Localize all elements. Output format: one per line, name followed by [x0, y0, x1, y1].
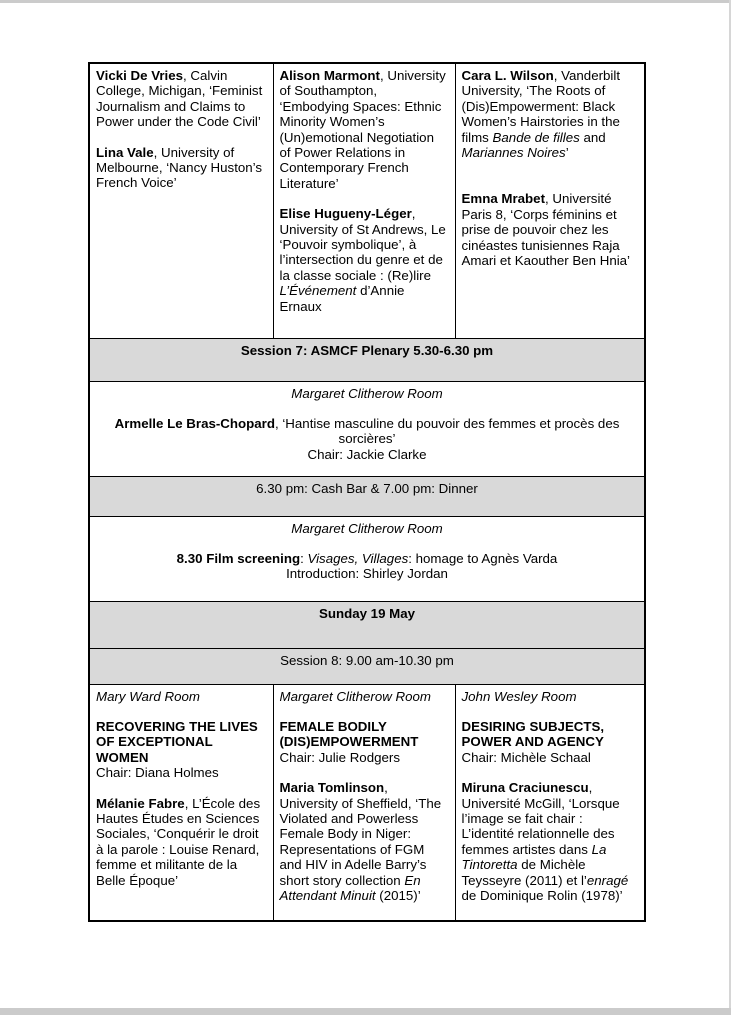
panel-cell-col3	[455, 684, 645, 921]
room-label: Margaret Clitherow Room	[279, 688, 431, 704]
spacer	[96, 781, 267, 796]
panel-cell-col2	[273, 684, 455, 921]
session7-header-row	[89, 338, 645, 381]
spacer	[96, 401, 638, 416]
paper-entry: Cara L. Wilson, Vanderbilt University, ‘The Roots of (Dis)Empowerment: Black Women’s Hairstories in the films Bande de filles and Mariannes Noires’	[461, 68, 621, 161]
spacer	[96, 704, 267, 719]
spacer	[280, 765, 449, 780]
paper-entry: Mélanie Fabre, L’École des Hautes Études en Sciences Sociales, ‘Conquérir le droit à la parole : Louise Renard, femme et militante de la Belle Époque’	[96, 795, 261, 888]
session8-title: Session 8: 9.00 am-10.30 pm	[280, 652, 454, 668]
evening-cell	[89, 476, 645, 516]
saturday-papers-row	[89, 63, 645, 338]
paper-entry: Emna Mrabet, Université Paris 8, ‘Corps féminins et prise de pouvoir chez les cinéastes tunisiennes Raja Amari et Kaouther Ben Hnia’	[461, 191, 631, 269]
sunday-papers-row	[89, 684, 645, 921]
page-edge-top	[0, 0, 731, 3]
panel-title: DESIRING SUBJECTS, POWER AND AGENCY	[461, 718, 605, 750]
sunday-header-row	[89, 601, 645, 648]
film-screening-row	[89, 516, 645, 601]
chair-label: Chair: Jackie Clarke	[307, 446, 427, 462]
film-screening-cell	[89, 516, 645, 601]
session8-header-cell	[89, 648, 645, 684]
session7-header-cell	[89, 338, 645, 381]
conference-programme-table	[88, 62, 646, 922]
sunday-title: Sunday 19 May	[318, 605, 416, 621]
spacer	[96, 536, 638, 551]
sunday-header-cell	[89, 601, 645, 648]
panel-title: RECOVERING THE LIVES OF EXCEPTIONAL WOMEN	[96, 718, 258, 765]
paper-cell-col2	[273, 63, 455, 338]
paper-entry: Elise Hugueny-Léger, University of St Andrews, Le ‘Pouvoir symbolique’, à l’intersection du genre et de la classe sociale : (Re)lire L’Événement d’Annie Ernaux	[279, 206, 446, 314]
session8-header-row	[89, 648, 645, 684]
chair-label: Chair: Michèle Schaal	[461, 749, 591, 765]
spacer	[462, 765, 639, 780]
film-intro-label: Introduction: Shirley Jordan	[286, 566, 448, 582]
film-screening-title: 8.30 Film screening: Visages, Villages: homage to Agnès Varda	[176, 550, 558, 566]
paper-entry: Lina Vale, University of Melbourne, ‘Nancy Huston’s French Voice’	[96, 144, 263, 191]
chair-label: Chair: Julie Rodgers	[279, 749, 400, 765]
session7-title: Session 7: ASMCF Plenary 5.30-6.30 pm	[240, 342, 494, 358]
chair-label: Chair: Diana Holmes	[96, 765, 219, 781]
evening-title: 6.30 pm: Cash Bar & 7.00 pm: Dinner	[256, 480, 478, 496]
panel-cell-col1	[89, 684, 273, 921]
page-edge-bottom	[0, 1008, 731, 1015]
evening-row	[89, 476, 645, 516]
plenary-row	[89, 381, 645, 476]
room-label: Margaret Clitherow Room	[291, 520, 443, 536]
spacer	[280, 704, 449, 719]
plenary-talk: Armelle Le Bras-Chopard, ‘Hantise masculine du pouvoir des femmes et procès des sorcières’	[114, 415, 620, 447]
paper-cell-col3	[455, 63, 645, 338]
paper-entry: Vicki De Vries, Calvin College, Michigan, ‘Feminist Journalism and Claims to Power under the Code Civil’	[96, 68, 263, 130]
paper-entry: Miruna Craciunescu, Université McGill, ‘Lorsque l’image se fait chair : L’identité relationnelle des femmes artistes dans La Tintoretta de Michèle Teysseyre (2011) et l’enragé de Dominique Rolin (1978)’	[461, 780, 629, 903]
spacer	[462, 704, 639, 719]
room-label: John Wesley Room	[461, 688, 577, 704]
panel-title: FEMALE BODILY (DIS)EMPOWERMENT	[279, 718, 419, 750]
paper-cell-col1	[89, 63, 273, 338]
paper-entry: Maria Tomlinson, University of Sheffield, ‘The Violated and Powerless Female Body in Niger: Representations of FGM and HIV in Adelle Barry’s short story collection En Attendant Minuit (2015)’	[279, 780, 442, 903]
paper-entry: Alison Marmont, University of Southampton, ‘Embodying Spaces: Ethnic Minority Women’s (Un)emotional Negotiation of Power Relations in Contemporary French Literature’	[279, 68, 446, 191]
room-label: Margaret Clitherow Room	[291, 385, 443, 401]
room-label: Mary Ward Room	[96, 688, 200, 704]
plenary-cell	[89, 381, 645, 476]
